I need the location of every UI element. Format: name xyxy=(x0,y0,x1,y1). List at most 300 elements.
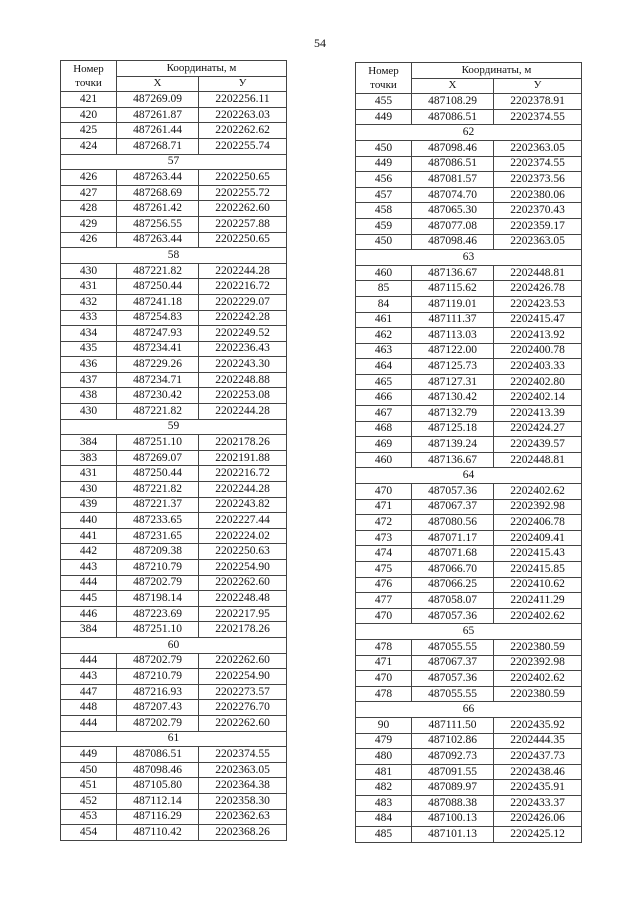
x-coordinate: 487223.69 xyxy=(117,606,199,622)
point-number: 450 xyxy=(61,762,117,778)
table-row xyxy=(356,218,582,234)
point-number: 427 xyxy=(61,185,117,201)
x-coordinate: 487110.42 xyxy=(117,825,199,841)
point-number: 478 xyxy=(356,639,412,655)
point-number: 441 xyxy=(61,528,117,544)
table-row xyxy=(356,156,582,172)
table-row xyxy=(61,263,287,279)
point-number: 472 xyxy=(356,515,412,531)
x-coordinate: 487233.65 xyxy=(117,513,199,529)
point-number: 467 xyxy=(356,406,412,422)
x-coordinate: 487231.65 xyxy=(117,528,199,544)
x-coordinate: 487108.29 xyxy=(412,94,494,110)
point-number: 475 xyxy=(356,562,412,578)
table-row xyxy=(61,310,287,326)
x-coordinate: 487221.82 xyxy=(117,263,199,279)
point-number: 474 xyxy=(356,546,412,562)
x-coordinate: 487268.69 xyxy=(117,185,199,201)
table-row xyxy=(356,639,582,655)
x-coordinate: 487112.14 xyxy=(117,793,199,809)
y-coordinate: 2202254.90 xyxy=(199,560,287,576)
table-row xyxy=(356,140,582,156)
y-coordinate: 2202374.55 xyxy=(494,109,582,125)
x-coordinate: 487055.55 xyxy=(412,639,494,655)
point-number: 457 xyxy=(356,187,412,203)
left-table-body xyxy=(61,92,287,841)
table-row xyxy=(356,406,582,422)
table-row xyxy=(356,530,582,546)
y-coordinate: 2202262.60 xyxy=(199,715,287,731)
y-coordinate: 2202403.33 xyxy=(494,359,582,375)
contour-number: 57 xyxy=(61,154,287,170)
contour-number-row xyxy=(356,624,582,640)
x-coordinate: 487251.10 xyxy=(117,622,199,638)
y-coordinate: 2202423.53 xyxy=(494,296,582,312)
coordinates-header: Координаты, м xyxy=(412,63,582,79)
point-number: 426 xyxy=(61,232,117,248)
point-number: 84 xyxy=(356,296,412,312)
table-row xyxy=(61,684,287,700)
table-row xyxy=(356,109,582,125)
y-coordinate: 2202250.65 xyxy=(199,170,287,186)
y-coordinate: 2202263.03 xyxy=(199,107,287,123)
point-number: 446 xyxy=(61,606,117,622)
table-row xyxy=(356,593,582,609)
x-coordinate: 487055.55 xyxy=(412,686,494,702)
point-number: 461 xyxy=(356,312,412,328)
contour-number-row xyxy=(61,248,287,264)
y-coordinate: 2202273.57 xyxy=(199,684,287,700)
y-coordinate: 2202374.55 xyxy=(199,747,287,763)
x-header: Х xyxy=(117,76,199,92)
x-coordinate: 487216.93 xyxy=(117,684,199,700)
table-row xyxy=(356,546,582,562)
table-row xyxy=(356,671,582,687)
y-coordinate: 2202224.02 xyxy=(199,528,287,544)
y-coordinate: 2202448.81 xyxy=(494,452,582,468)
y-coordinate: 2202426.06 xyxy=(494,811,582,827)
point-number: 449 xyxy=(356,109,412,125)
point-number: 480 xyxy=(356,749,412,765)
point-number: 452 xyxy=(61,793,117,809)
point-number: 442 xyxy=(61,544,117,560)
point-number: 384 xyxy=(61,435,117,451)
point-number: 444 xyxy=(61,715,117,731)
x-coordinate: 487261.42 xyxy=(117,201,199,217)
x-coordinate: 487066.25 xyxy=(412,577,494,593)
y-coordinate: 2202392.98 xyxy=(494,655,582,671)
x-coordinate: 487202.79 xyxy=(117,653,199,669)
y-coordinate: 2202448.81 xyxy=(494,265,582,281)
y-coordinate: 2202402.80 xyxy=(494,374,582,390)
table-row xyxy=(356,499,582,515)
x-coordinate: 487202.79 xyxy=(117,715,199,731)
point-number: 462 xyxy=(356,328,412,344)
point-number: 459 xyxy=(356,218,412,234)
x-coordinate: 487198.14 xyxy=(117,591,199,607)
y-coordinate: 2202378.91 xyxy=(494,94,582,110)
x-coordinate: 487251.10 xyxy=(117,435,199,451)
y-coordinate: 2202433.37 xyxy=(494,795,582,811)
contour-number: 61 xyxy=(61,731,287,747)
table-row xyxy=(356,296,582,312)
point-number: 432 xyxy=(61,294,117,310)
point-number: 483 xyxy=(356,795,412,811)
table-row xyxy=(61,747,287,763)
y-coordinate: 2202364.38 xyxy=(199,778,287,794)
table-row xyxy=(356,577,582,593)
point-number: 90 xyxy=(356,717,412,733)
x-coordinate: 487229.26 xyxy=(117,357,199,373)
point-number: 479 xyxy=(356,733,412,749)
table-row xyxy=(356,686,582,702)
point-number: 473 xyxy=(356,530,412,546)
x-coordinate: 487250.44 xyxy=(117,466,199,482)
table-row xyxy=(356,281,582,297)
y-coordinate: 2202402.62 xyxy=(494,671,582,687)
y-coordinate: 2202406.78 xyxy=(494,515,582,531)
y-coordinate: 2202363.05 xyxy=(199,762,287,778)
point-number-header: Номер точки xyxy=(61,61,117,92)
point-number: 476 xyxy=(356,577,412,593)
point-number: 463 xyxy=(356,343,412,359)
point-number: 453 xyxy=(61,809,117,825)
x-coordinate: 487230.42 xyxy=(117,388,199,404)
x-coordinate: 487067.37 xyxy=(412,499,494,515)
x-coordinate: 487065.30 xyxy=(412,203,494,219)
y-coordinate: 2202250.65 xyxy=(199,232,287,248)
contour-number: 66 xyxy=(356,702,582,718)
table-row xyxy=(356,795,582,811)
y-coordinate: 2202439.57 xyxy=(494,437,582,453)
y-coordinate: 2202255.72 xyxy=(199,185,287,201)
table-row xyxy=(356,484,582,500)
table-row xyxy=(61,185,287,201)
point-number: 384 xyxy=(61,622,117,638)
table-row xyxy=(356,234,582,250)
y-coordinate: 2202437.73 xyxy=(494,749,582,765)
table-row xyxy=(61,450,287,466)
y-coordinate: 2202242.28 xyxy=(199,310,287,326)
x-coordinate: 487122.00 xyxy=(412,343,494,359)
table-row xyxy=(61,700,287,716)
coordinates-header: Координаты, м xyxy=(117,61,287,77)
y-coordinate: 2202380.59 xyxy=(494,639,582,655)
point-number: 477 xyxy=(356,593,412,609)
point-number: 439 xyxy=(61,497,117,513)
x-coordinate: 487101.13 xyxy=(412,827,494,843)
y-coordinate: 2202257.88 xyxy=(199,216,287,232)
x-coordinate: 487115.62 xyxy=(412,281,494,297)
point-number: 428 xyxy=(61,201,117,217)
point-number: 450 xyxy=(356,234,412,250)
table-row xyxy=(356,562,582,578)
point-number: 425 xyxy=(61,123,117,139)
x-coordinate: 487058.07 xyxy=(412,593,494,609)
y-coordinate: 2202236.43 xyxy=(199,341,287,357)
point-number: 451 xyxy=(61,778,117,794)
x-coordinate: 487207.43 xyxy=(117,700,199,716)
y-coordinate: 2202425.12 xyxy=(494,827,582,843)
point-number: 460 xyxy=(356,265,412,281)
y-coordinate: 2202415.85 xyxy=(494,562,582,578)
point-number: 443 xyxy=(61,560,117,576)
table-row xyxy=(61,294,287,310)
table-row xyxy=(61,778,287,794)
point-number: 420 xyxy=(61,107,117,123)
x-coordinate: 487261.44 xyxy=(117,123,199,139)
y-coordinate: 2202254.90 xyxy=(199,669,287,685)
contour-number: 58 xyxy=(61,248,287,264)
x-coordinate: 487119.01 xyxy=(412,296,494,312)
table-row xyxy=(61,123,287,139)
table-row xyxy=(61,357,287,373)
point-number: 469 xyxy=(356,437,412,453)
y-coordinate: 2202415.43 xyxy=(494,546,582,562)
point-number: 445 xyxy=(61,591,117,607)
coordinates-table-left xyxy=(60,60,287,841)
table-row xyxy=(61,92,287,108)
point-number: 440 xyxy=(61,513,117,529)
x-coordinate: 487234.41 xyxy=(117,341,199,357)
point-number: 454 xyxy=(61,825,117,841)
x-coordinate: 487132.79 xyxy=(412,406,494,422)
point-number: 430 xyxy=(61,482,117,498)
x-coordinate: 487098.46 xyxy=(117,762,199,778)
x-coordinate: 487221.37 xyxy=(117,497,199,513)
x-coordinate: 487125.18 xyxy=(412,421,494,437)
point-number: 460 xyxy=(356,452,412,468)
x-coordinate: 487130.42 xyxy=(412,390,494,406)
point-number: 456 xyxy=(356,172,412,188)
x-coordinate: 487269.07 xyxy=(117,450,199,466)
point-number: 485 xyxy=(356,827,412,843)
table-row xyxy=(61,825,287,841)
x-coordinate: 487057.36 xyxy=(412,484,494,500)
point-number: 429 xyxy=(61,216,117,232)
y-coordinate: 2202244.28 xyxy=(199,404,287,420)
point-number: 437 xyxy=(61,372,117,388)
contour-number-row xyxy=(61,419,287,435)
x-coordinate: 487086.51 xyxy=(117,747,199,763)
table-row xyxy=(356,452,582,468)
y-coordinate: 2202413.39 xyxy=(494,406,582,422)
y-coordinate: 2202435.92 xyxy=(494,717,582,733)
table-row xyxy=(61,404,287,420)
table-row xyxy=(61,138,287,154)
y-coordinate: 2202248.88 xyxy=(199,372,287,388)
x-coordinate: 487057.36 xyxy=(412,608,494,624)
point-number: 471 xyxy=(356,655,412,671)
contour-number: 65 xyxy=(356,624,582,640)
y-coordinate: 2202178.26 xyxy=(199,622,287,638)
point-number: 468 xyxy=(356,421,412,437)
x-coordinate: 487127.31 xyxy=(412,374,494,390)
y-coordinate: 2202262.60 xyxy=(199,653,287,669)
contour-number-row xyxy=(356,250,582,266)
table-row xyxy=(356,515,582,531)
point-number: 426 xyxy=(61,170,117,186)
x-coordinate: 487136.67 xyxy=(412,265,494,281)
x-coordinate: 487067.37 xyxy=(412,655,494,671)
contour-number-row xyxy=(61,637,287,653)
x-coordinate: 487057.36 xyxy=(412,671,494,687)
x-coordinate: 487221.82 xyxy=(117,482,199,498)
table-row xyxy=(61,653,287,669)
point-number: 470 xyxy=(356,608,412,624)
x-coordinate: 487088.38 xyxy=(412,795,494,811)
point-number: 482 xyxy=(356,780,412,796)
x-coordinate: 487136.67 xyxy=(412,452,494,468)
point-number-header: Номер точки xyxy=(356,63,412,94)
table-row xyxy=(61,170,287,186)
y-coordinate: 2202362.63 xyxy=(199,809,287,825)
point-number: 430 xyxy=(61,404,117,420)
y-coordinate: 2202178.26 xyxy=(199,435,287,451)
point-number: 458 xyxy=(356,203,412,219)
table-row xyxy=(61,591,287,607)
table-row xyxy=(61,528,287,544)
point-number: 449 xyxy=(356,156,412,172)
contour-number: 63 xyxy=(356,250,582,266)
point-number: 448 xyxy=(61,700,117,716)
table-row xyxy=(356,421,582,437)
x-coordinate: 487071.68 xyxy=(412,546,494,562)
contour-number: 64 xyxy=(356,468,582,484)
contour-number: 60 xyxy=(61,637,287,653)
point-number: 471 xyxy=(356,499,412,515)
contour-number-row xyxy=(356,468,582,484)
y-coordinate: 2202413.92 xyxy=(494,328,582,344)
y-coordinate: 2202411.29 xyxy=(494,593,582,609)
table-row xyxy=(61,201,287,217)
table-row xyxy=(61,560,287,576)
y-coordinate: 2202415.47 xyxy=(494,312,582,328)
table-row xyxy=(61,482,287,498)
point-number: 465 xyxy=(356,374,412,390)
y-coordinate: 2202249.52 xyxy=(199,326,287,342)
y-coordinate: 2202216.72 xyxy=(199,466,287,482)
x-coordinate: 487080.56 xyxy=(412,515,494,531)
table-row xyxy=(61,513,287,529)
x-coordinate: 487091.55 xyxy=(412,764,494,780)
point-number: 424 xyxy=(61,138,117,154)
y-header: У xyxy=(199,76,287,92)
x-coordinate: 487111.37 xyxy=(412,312,494,328)
table-row xyxy=(61,715,287,731)
y-coordinate: 2202400.78 xyxy=(494,343,582,359)
point-number: 450 xyxy=(356,140,412,156)
y-coordinate: 2202248.48 xyxy=(199,591,287,607)
y-coordinate: 2202191.88 xyxy=(199,450,287,466)
point-number: 447 xyxy=(61,684,117,700)
point-number: 443 xyxy=(61,669,117,685)
table-row xyxy=(61,793,287,809)
point-number: 430 xyxy=(61,263,117,279)
table-row xyxy=(356,203,582,219)
table-row xyxy=(61,388,287,404)
table-row xyxy=(61,606,287,622)
point-number: 434 xyxy=(61,326,117,342)
y-coordinate: 2202410.62 xyxy=(494,577,582,593)
table-row xyxy=(356,608,582,624)
y-coordinate: 2202444.35 xyxy=(494,733,582,749)
y-coordinate: 2202243.82 xyxy=(199,497,287,513)
point-number: 431 xyxy=(61,466,117,482)
y-coordinate: 2202216.72 xyxy=(199,279,287,295)
x-coordinate: 487250.44 xyxy=(117,279,199,295)
table-row xyxy=(356,390,582,406)
y-coordinate: 2202256.11 xyxy=(199,92,287,108)
x-coordinate: 487268.71 xyxy=(117,138,199,154)
table-row xyxy=(61,809,287,825)
contour-number-row xyxy=(61,731,287,747)
y-coordinate: 2202402.62 xyxy=(494,608,582,624)
table-row xyxy=(61,544,287,560)
point-number: 478 xyxy=(356,686,412,702)
x-coordinate: 487210.79 xyxy=(117,560,199,576)
table-row xyxy=(61,232,287,248)
y-coordinate: 2202424.27 xyxy=(494,421,582,437)
y-coordinate: 2202262.60 xyxy=(199,201,287,217)
x-coordinate: 487209.38 xyxy=(117,544,199,560)
table-row xyxy=(61,216,287,232)
y-coordinate: 2202262.62 xyxy=(199,123,287,139)
table-row xyxy=(356,359,582,375)
x-coordinate: 487074.70 xyxy=(412,187,494,203)
table-row xyxy=(356,374,582,390)
x-coordinate: 487202.79 xyxy=(117,575,199,591)
point-number: 85 xyxy=(356,281,412,297)
y-coordinate: 2202392.98 xyxy=(494,499,582,515)
x-coordinate: 487139.24 xyxy=(412,437,494,453)
point-number: 470 xyxy=(356,671,412,687)
x-coordinate: 487098.46 xyxy=(412,140,494,156)
y-coordinate: 2202255.74 xyxy=(199,138,287,154)
x-coordinate: 487261.87 xyxy=(117,107,199,123)
x-coordinate: 487071.17 xyxy=(412,530,494,546)
table-row xyxy=(356,749,582,765)
table-row xyxy=(356,827,582,843)
table-row xyxy=(61,372,287,388)
y-coordinate: 2202244.28 xyxy=(199,263,287,279)
table-row xyxy=(356,187,582,203)
x-coordinate: 487098.46 xyxy=(412,234,494,250)
y-coordinate: 2202250.63 xyxy=(199,544,287,560)
x-coordinate: 487081.57 xyxy=(412,172,494,188)
x-coordinate: 487102.86 xyxy=(412,733,494,749)
table-row xyxy=(356,312,582,328)
table-row xyxy=(356,733,582,749)
x-coordinate: 487263.44 xyxy=(117,170,199,186)
point-number: 444 xyxy=(61,575,117,591)
table-row xyxy=(356,717,582,733)
table-row xyxy=(356,343,582,359)
table-row xyxy=(61,341,287,357)
x-coordinate: 487086.51 xyxy=(412,156,494,172)
table-row xyxy=(61,622,287,638)
table-row xyxy=(356,172,582,188)
y-coordinate: 2202253.08 xyxy=(199,388,287,404)
x-coordinate: 487269.09 xyxy=(117,92,199,108)
table-row xyxy=(61,762,287,778)
x-coordinate: 487086.51 xyxy=(412,109,494,125)
y-coordinate: 2202359.17 xyxy=(494,218,582,234)
point-number: 470 xyxy=(356,484,412,500)
y-coordinate: 2202363.05 xyxy=(494,140,582,156)
point-number: 455 xyxy=(356,94,412,110)
y-coordinate: 2202276.70 xyxy=(199,700,287,716)
